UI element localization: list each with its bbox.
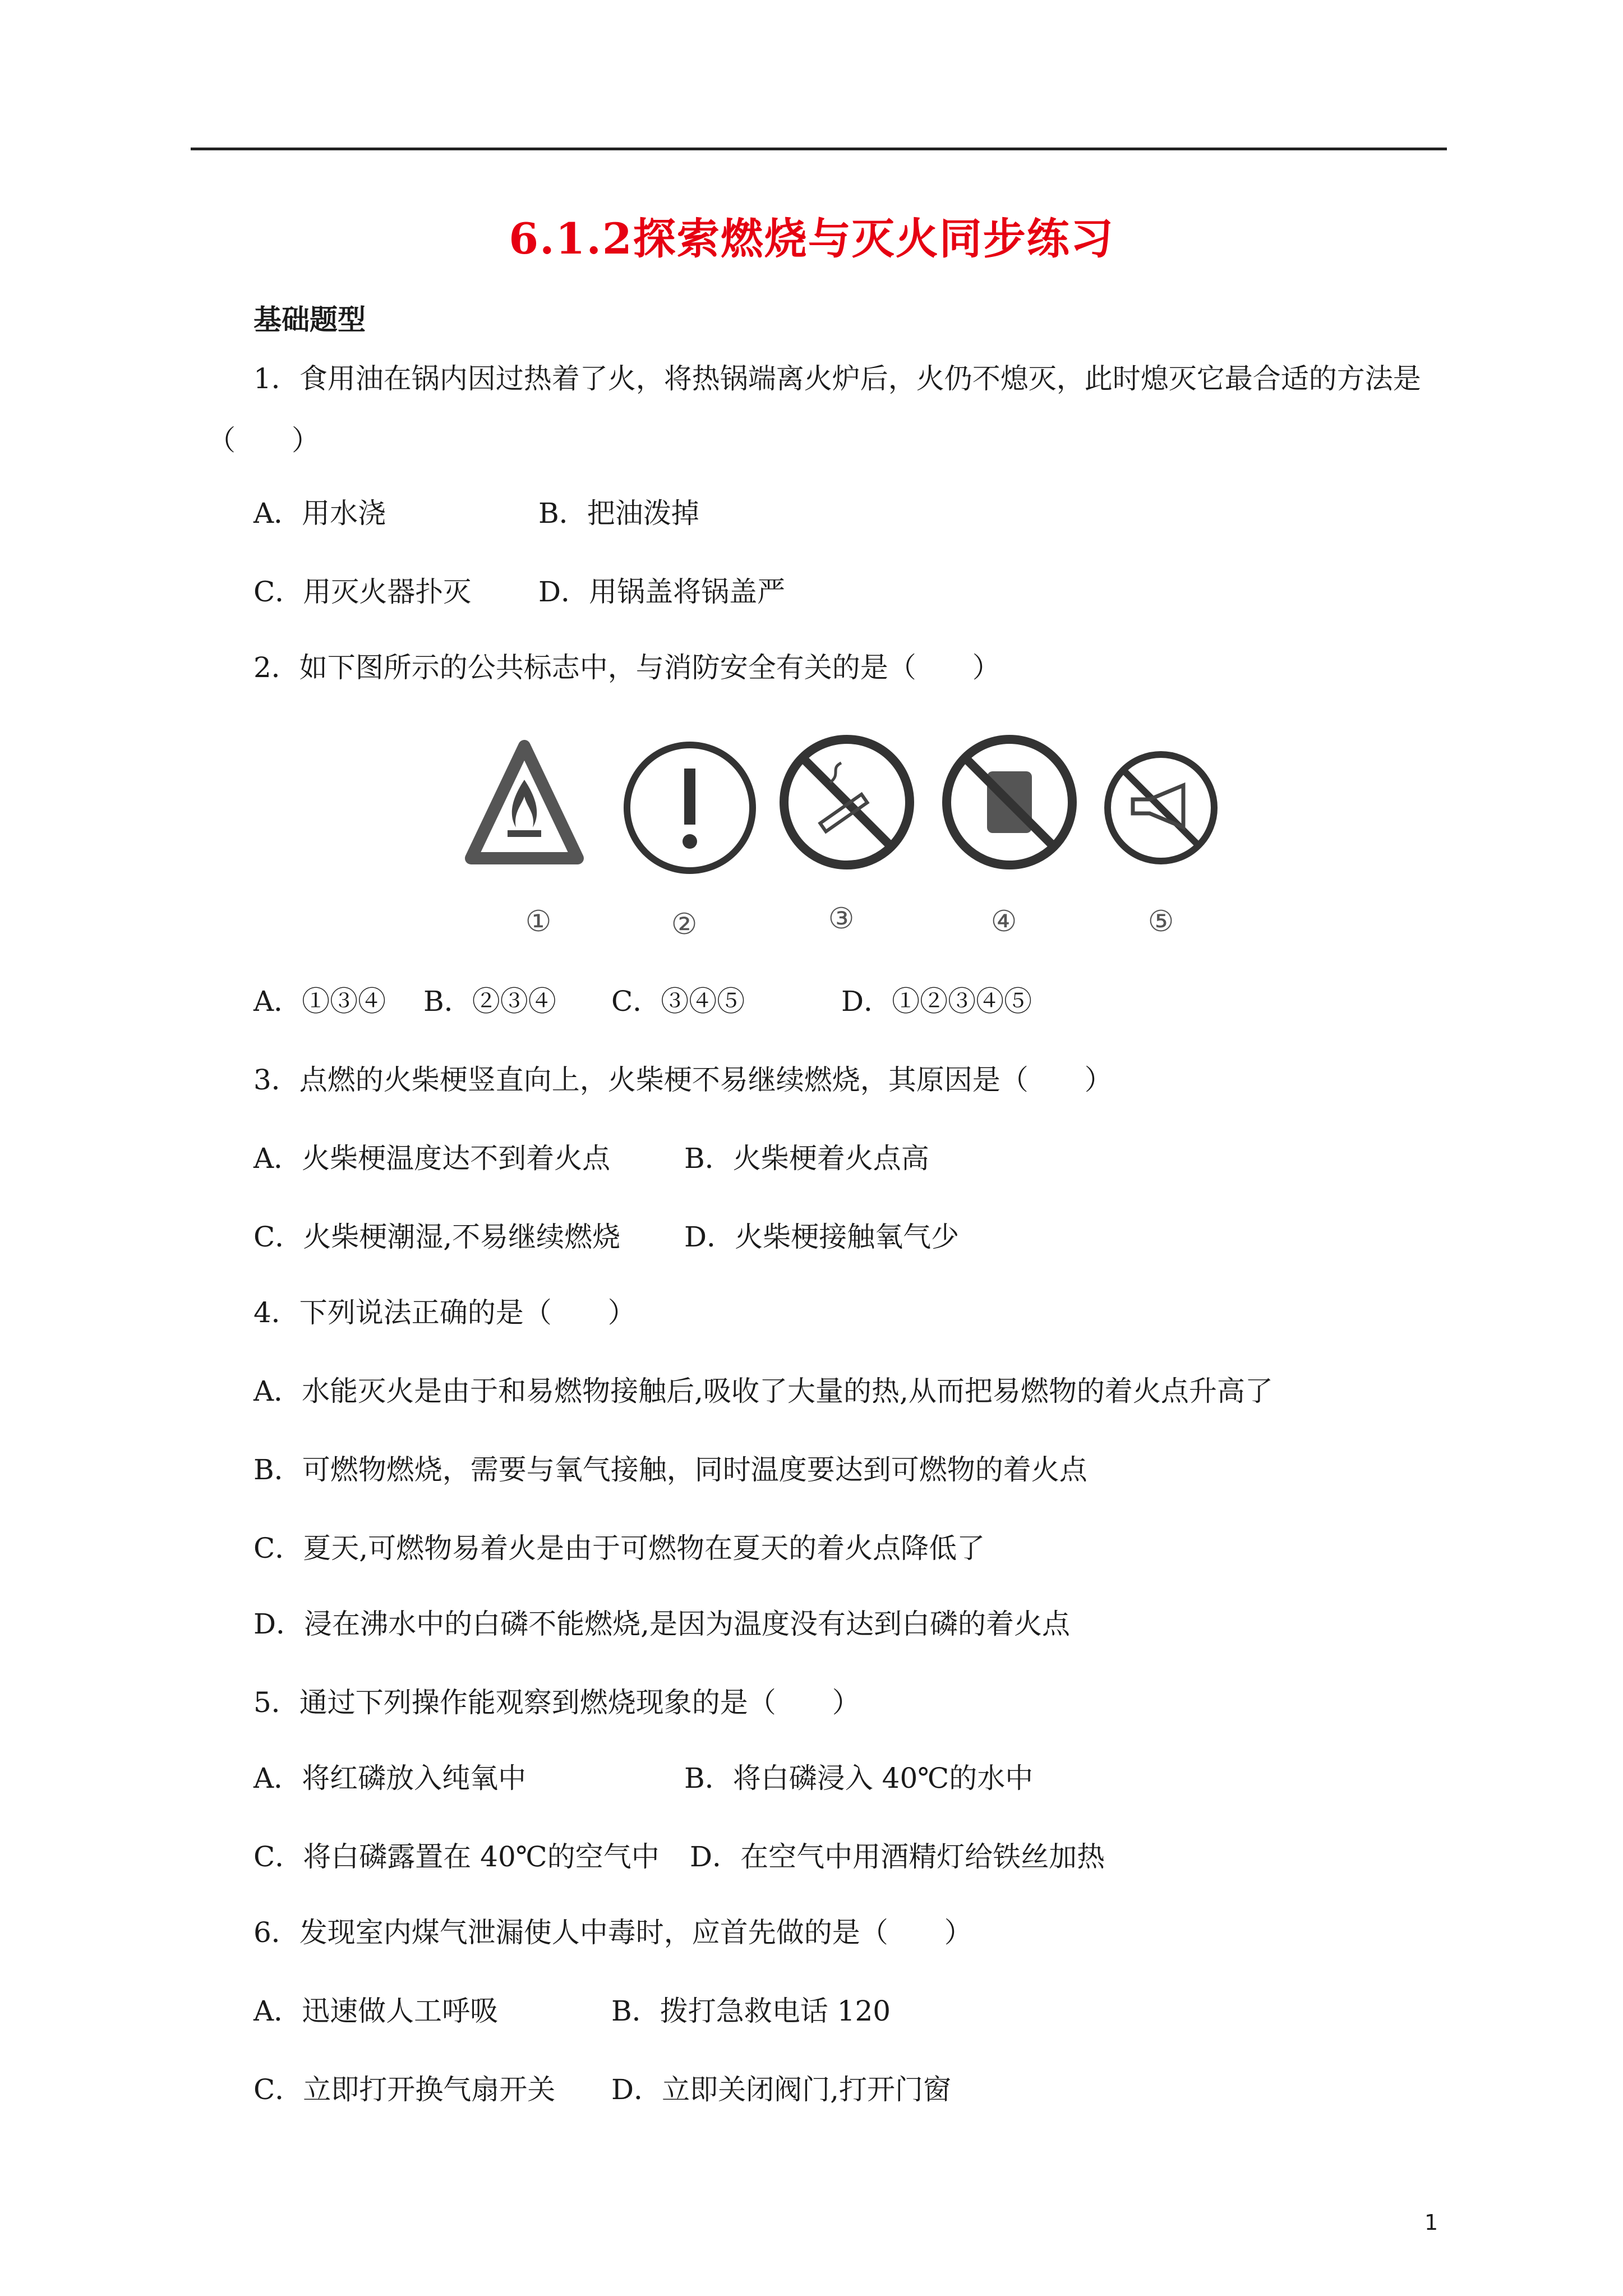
signs-svg — [460, 729, 1245, 954]
page-title: 6.1.2探索燃烧与灭火同步练习 — [509, 214, 1114, 264]
q5-option-d[interactable]: D．在空气中用酒精灯给铁丝加热 — [690, 1841, 1105, 1873]
q2-option-a[interactable]: A．①③④ — [253, 985, 386, 1018]
question-1-stem-cont: （ ） — [208, 424, 320, 457]
no-honking-icon — [1108, 754, 1214, 861]
q5-option-b[interactable]: B．将白磷浸入 40℃的水中 — [684, 1762, 1034, 1795]
q3-option-c[interactable]: C．火柴梗潮湿,不易继续燃烧 — [253, 1221, 621, 1253]
question-1-stem: 1．食用油在锅内因过热着了火，将热锅端离火炉后，火仍不熄灭，此时熄灭它最合适的方法是 — [253, 362, 1421, 395]
question-4-stem: 4．下列说法正确的是（ ） — [253, 1296, 636, 1329]
q4-option-a[interactable]: A．水能灭火是由于和易燃物接触后,吸收了大量的热,从而把易燃物的着火点升高了 — [253, 1375, 1273, 1407]
q3-option-d[interactable]: D．火柴梗接触氧气少 — [684, 1221, 960, 1253]
q2-option-b[interactable]: B．②③④ — [423, 985, 556, 1018]
q5-option-c[interactable]: C．将白磷露置在 40℃的空气中 — [253, 1841, 660, 1873]
sign-label-2: ② — [671, 908, 698, 941]
question-2-stem: 2．如下图所示的公共标志中，与消防安全有关的是（ ） — [253, 651, 1000, 684]
page-number: 1 — [1424, 2210, 1438, 2235]
q2-option-c[interactable]: C．③④⑤ — [611, 985, 745, 1018]
sign-label-4: ④ — [990, 905, 1017, 938]
q1-option-c[interactable]: C．用灭火器扑灭 — [253, 576, 472, 608]
q5-option-a[interactable]: A．将红磷放入纯氧中 — [253, 1762, 527, 1795]
header-rule — [191, 148, 1447, 150]
q3-option-b[interactable]: B．火柴梗着火点高 — [684, 1142, 929, 1175]
q2-option-d[interactable]: D．①②③④⑤ — [841, 985, 1032, 1018]
q6-option-a[interactable]: A．迅速做人工呼吸 — [253, 1995, 499, 2027]
question-3-stem: 3．点燃的火柴梗竖直向上，火柴梗不易继续燃烧，其原因是（ ） — [253, 1064, 1113, 1096]
q4-option-d[interactable]: D．浸在沸水中的白磷不能燃烧,是因为温度没有达到白磷的着火点 — [253, 1608, 1070, 1640]
no-flammable-storage-icon — [947, 739, 1072, 865]
q1-option-d[interactable]: D．用锅盖将锅盖严 — [538, 576, 786, 608]
sign-label-5: ⑤ — [1147, 905, 1174, 938]
flammable-warning-icon — [471, 746, 578, 858]
exclamation-warning-icon — [627, 745, 753, 871]
no-smoking-icon — [784, 739, 910, 865]
q6-option-d[interactable]: D．立即关闭阀门,打开门窗 — [611, 2073, 951, 2106]
sign-label-3: ③ — [828, 902, 855, 936]
question-6-stem: 6．发现室内煤气泄漏使人中毒时，应首先做的是（ ） — [253, 1916, 972, 1949]
sign-label-1: ① — [525, 905, 552, 938]
q1-option-b[interactable]: B．把油泼掉 — [538, 497, 699, 530]
public-signs-figure — [460, 729, 1245, 954]
section-heading: 基础题型 — [253, 303, 366, 336]
q4-option-c[interactable]: C．夏天,可燃物易着火是由于可燃物在夏天的着火点降低了 — [253, 1532, 985, 1565]
q3-option-a[interactable]: A．火柴梗温度达不到着火点 — [253, 1142, 611, 1175]
q6-option-c[interactable]: C．立即打开换气扇开关 — [253, 2073, 556, 2106]
q1-option-a[interactable]: A．用水浇 — [253, 497, 386, 530]
q4-option-b[interactable]: B．可燃物燃烧，需要与氧气接触，同时温度要达到可燃物的着火点 — [253, 1453, 1087, 1486]
q6-option-b[interactable]: B．拨打急救电话 120 — [611, 1995, 891, 2027]
question-5-stem: 5．通过下列操作能观察到燃烧现象的是（ ） — [253, 1686, 860, 1719]
